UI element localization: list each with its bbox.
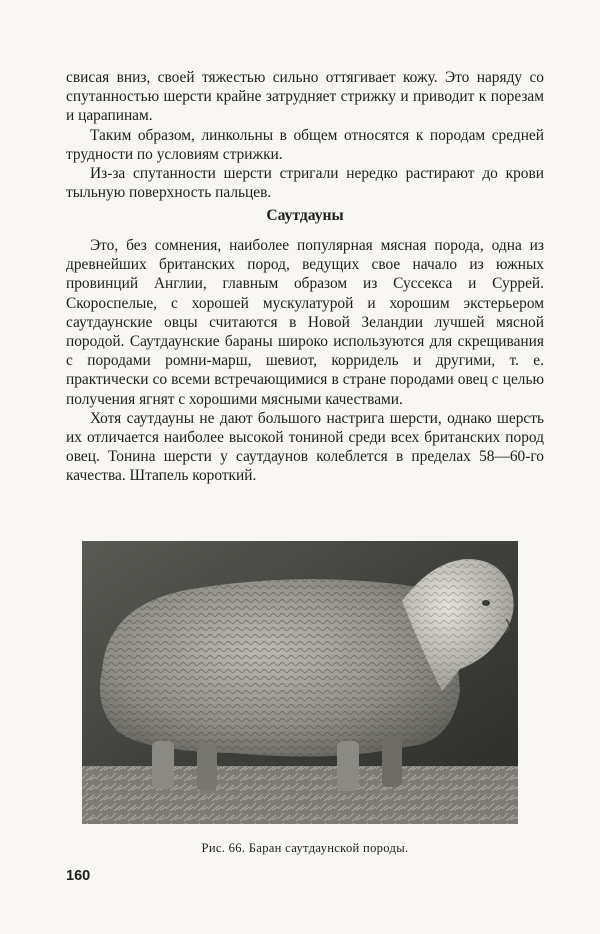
- page-number: 160: [66, 868, 91, 884]
- paragraph: Таким образом, линкольны в общем относятся к породам средней трудности по условиям стрижки.: [66, 126, 544, 163]
- text-block-main: [66, 236, 544, 486]
- paragraph: Это, без сомнения, наиболее популярная мясная порода, одна из древнейших британских пород, ведущих свое начало из южных провинций Англии, главным образом из Суссекса и Суррей. Скороспелые, с хорошей мускулатурой и хорошим экстерьером саутдаунские овцы считаются в Новой Зеландии лучшей мясной породой. Саутдаунские бараны широко используются для скрещивания с породами ромни-марш, шевиот, корридель и другими, т. е. практически со всеми встречающимися в стране породами овец с целью получения ягнят с хорошими мясными качествами.: [66, 237, 544, 408]
- paragraph-continued: свисая вниз, своей тяжестью сильно оттягивает кожу. Это наряду со спутанностью шерсти крайне затрудняет стрижку и приводит к порезам и царапинам.: [66, 69, 544, 125]
- sheep-photo: [82, 541, 518, 824]
- text-block-top: [66, 68, 544, 202]
- paragraph: Из-за спутанности шерсти стригали нередко растирают до крови тыльную поверхность пальцев.: [66, 165, 544, 202]
- section-heading: Саутдауны: [266, 207, 344, 224]
- paragraph: Хотя саутдауны не дают большого настрига шерсти, однако шерсть их отличается наиболее высокой тониной среди всех британских пород овец. Тонина шерсти у саутдаунов колеблется в пределах 58—60-го качества. Штапель короткий.: [66, 409, 544, 485]
- figure-caption: Рис. 66. Баран саутдаунской породы.: [201, 841, 409, 855]
- ram-illustration: [82, 541, 518, 824]
